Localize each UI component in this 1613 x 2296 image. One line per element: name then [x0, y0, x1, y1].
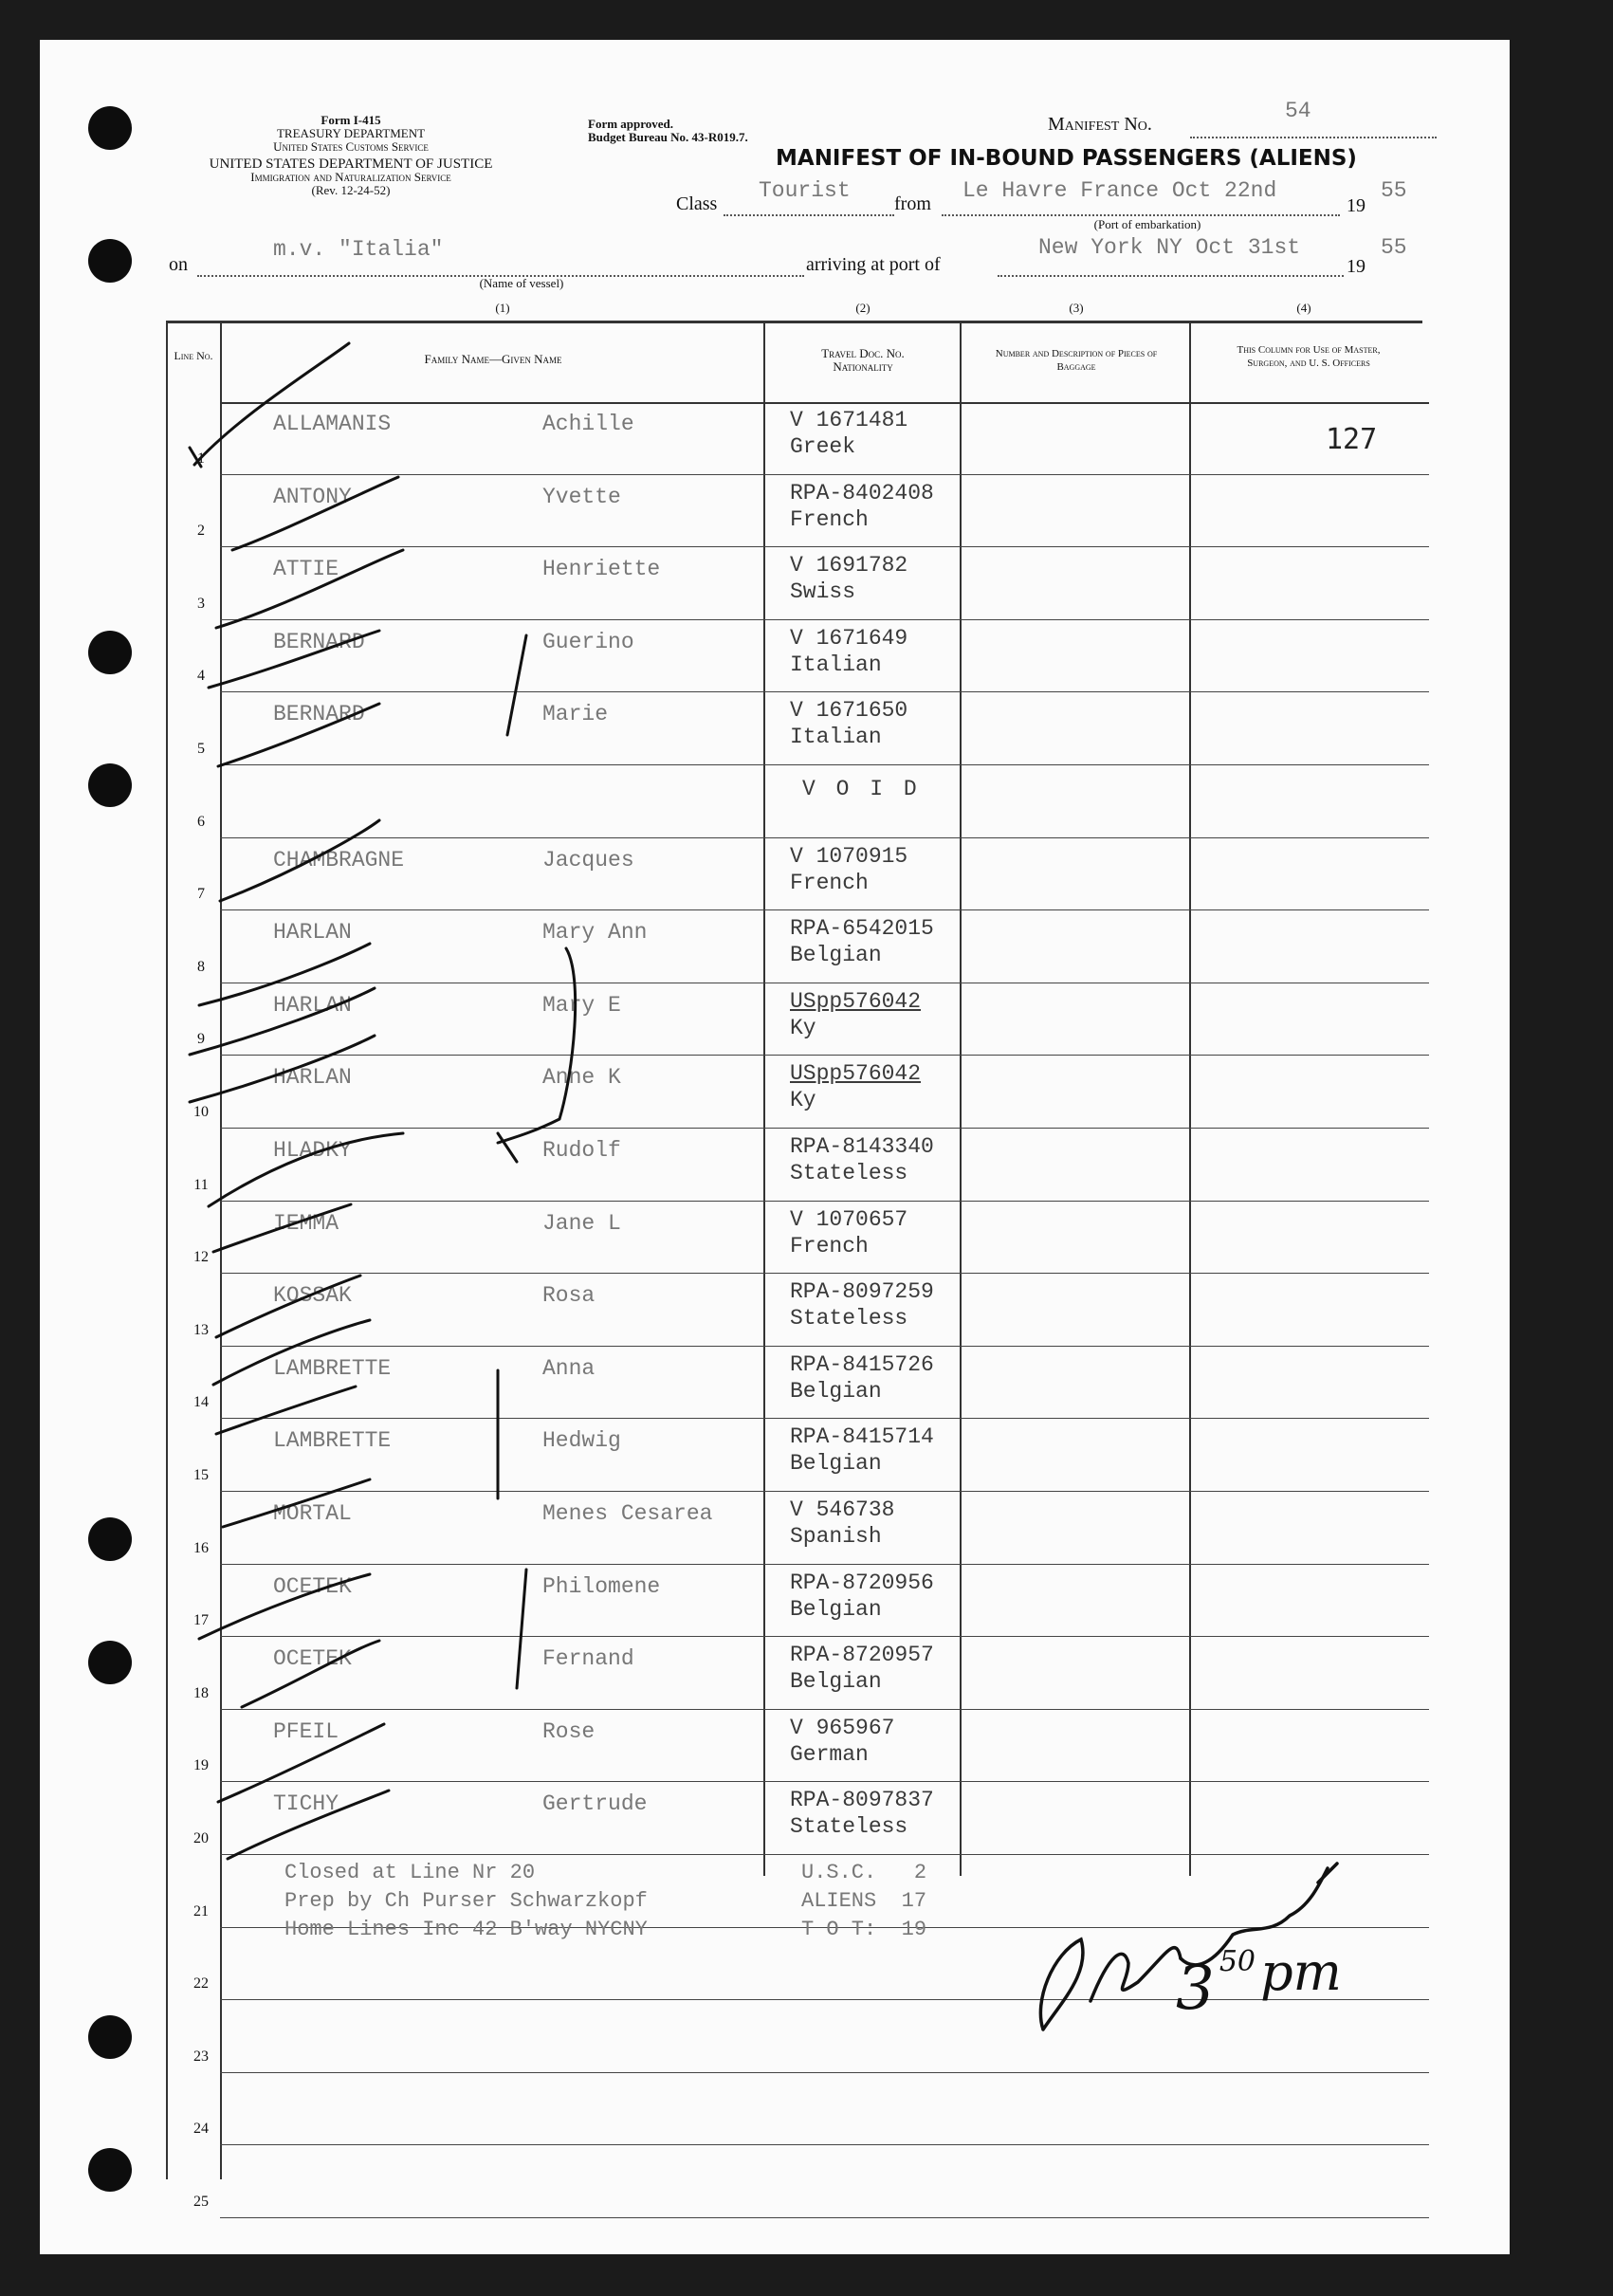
from-year-value: 55: [1381, 178, 1407, 203]
nationality: French: [790, 506, 869, 532]
given-name: Achille: [542, 412, 634, 436]
family-name: LAMBRETTE: [273, 1428, 392, 1454]
line-number: 10: [193, 1103, 209, 1120]
family-name: ALLAMANIS: [273, 412, 392, 436]
line-number: 20: [193, 1829, 209, 1846]
nationality: German: [790, 1741, 869, 1767]
travel-doc: USpp576042: [790, 988, 922, 1014]
line-number: 16: [193, 1539, 209, 1556]
line-number: 1: [197, 450, 205, 467]
manifest-no-label: Manifest No.: [1048, 114, 1152, 135]
line-number: 24: [193, 2121, 209, 2138]
closing-line-3: Home Lines Inc 42 B'way NYCNY: [284, 1918, 648, 1941]
given-name: Mary E: [542, 992, 621, 1018]
travel-doc: V 546738: [790, 1497, 895, 1522]
budget-bureau: Budget Bureau No. 43-R019.7.: [588, 130, 748, 144]
arrival-year-prefix: 19: [1347, 256, 1366, 277]
family-name: BERNARD: [273, 629, 365, 654]
given-name: Fernand: [542, 1646, 634, 1672]
travel-doc: RPA-8143340: [790, 1134, 934, 1159]
nationality: Stateless: [790, 1814, 908, 1840]
travel-doc: RPA-8402408: [790, 480, 934, 505]
line-number: 5: [197, 740, 205, 757]
line-number: 18: [193, 1684, 209, 1701]
approved-text: Form approved.: [588, 117, 674, 131]
col-num-4: (4): [1296, 301, 1311, 315]
travel-doc: RPA-8415726: [790, 1351, 934, 1377]
from-year-prefix: 19: [1347, 195, 1366, 216]
travel-doc: V 1671649: [790, 625, 908, 651]
closing-line-2: Prep by Ch Purser Schwarzkopf: [284, 1889, 648, 1913]
col-header-line: Line No.: [174, 349, 213, 362]
family-name: HLADKY: [273, 1138, 352, 1163]
tally-usc: U.S.C. 2: [801, 1861, 927, 1884]
col-num-1: (1): [495, 301, 510, 315]
col-header-officers: This Column for Use of Master, Surgeon, and U. S. Officers: [1237, 344, 1381, 369]
family-name: BERNARD: [273, 702, 365, 727]
nationality: Stateless: [790, 1161, 908, 1185]
given-name: Gertrude: [542, 1791, 648, 1817]
given-name: Jane L: [542, 1210, 621, 1236]
nationality: Belgian: [790, 1451, 882, 1477]
travel-doc: RPA-6542015: [790, 916, 934, 942]
arrival-value: New York NY Oct 31st: [1038, 235, 1301, 260]
line-number: 13: [193, 1321, 209, 1338]
given-name: Rudolf: [542, 1138, 621, 1163]
vessel-label: (Name of vessel): [479, 276, 564, 290]
family-name: OCETEK: [273, 1573, 352, 1599]
tally-total: T O T: 19: [801, 1918, 927, 1941]
officer-count: 127: [1326, 423, 1378, 456]
form-number: Form I-415: [321, 113, 381, 127]
line-number: 12: [193, 1249, 209, 1266]
travel-doc: V O I D: [802, 777, 921, 801]
line-number: 17: [193, 1612, 209, 1629]
travel-doc: V 1070657: [790, 1206, 908, 1232]
time-suffix: pm: [1260, 1942, 1342, 2002]
line-number: 21: [193, 1902, 209, 1919]
signature-time: [1176, 1942, 1342, 2024]
family-name: IEMMA: [273, 1210, 339, 1236]
line-number: 15: [193, 1466, 209, 1483]
col-num-2: (2): [855, 301, 871, 315]
travel-doc: RPA-8097259: [790, 1279, 934, 1305]
nationality: French: [790, 870, 869, 895]
given-name: Anne K: [542, 1065, 621, 1091]
nationality: Belgian: [790, 943, 882, 968]
family-name: ATTIE: [273, 557, 339, 582]
travel-doc: V 1671650: [790, 698, 908, 724]
family-name: ANTONY: [273, 484, 352, 509]
line-number: 4: [197, 668, 205, 685]
nationality: Belgian: [790, 1669, 882, 1695]
family-name: CHAMBRAGNE: [273, 847, 405, 872]
given-name: Jacques: [542, 847, 634, 872]
closing-line-1: Closed at Line Nr 20: [284, 1861, 536, 1884]
given-name: Hedwig: [542, 1428, 621, 1454]
line-number: 3: [197, 595, 205, 612]
given-name: Henriette: [542, 557, 661, 582]
given-name: Rose: [542, 1718, 596, 1744]
line-number: 25: [193, 2193, 209, 2210]
from-value: Le Havre France Oct 22nd: [962, 178, 1277, 203]
travel-doc: V 1070915: [790, 843, 908, 869]
tally-aliens: ALIENS 17: [801, 1889, 927, 1913]
family-name: HARLAN: [273, 920, 352, 946]
arrival-year-value: 55: [1381, 235, 1407, 260]
class-label: Class: [676, 193, 718, 214]
manifest-no-value: 54: [1285, 99, 1311, 123]
col-header-baggage: Number and Description of Pieces of Baggage: [995, 348, 1158, 373]
line-number: 14: [193, 1394, 209, 1411]
family-name: MORTAL: [273, 1501, 352, 1526]
given-name: Anna: [542, 1355, 596, 1381]
nationality: Italian: [790, 725, 882, 750]
family-name: HARLAN: [273, 992, 352, 1018]
line-number: 9: [197, 1031, 205, 1048]
time-minutes: 50: [1219, 1945, 1256, 1978]
line-number: 19: [193, 1757, 209, 1774]
travel-doc: RPA-8720956: [790, 1570, 934, 1595]
given-name: Rosa: [542, 1283, 596, 1309]
customs-service: United States Customs Service: [273, 139, 429, 154]
given-name: Yvette: [542, 484, 621, 509]
family-name: LAMBRETTE: [273, 1355, 392, 1381]
line-number: 2: [197, 523, 205, 540]
given-name: Philomene: [542, 1573, 661, 1599]
nationality: Swiss: [790, 579, 856, 605]
vessel-value: m.v. "Italia": [273, 237, 444, 262]
travel-doc: V 965967: [790, 1715, 895, 1740]
travel-doc: V 1691782: [790, 553, 908, 579]
nationality: French: [790, 1233, 869, 1258]
family-name: PFEIL: [273, 1718, 339, 1744]
family-name: HARLAN: [273, 1065, 352, 1091]
family-name: KOSSAK: [273, 1283, 352, 1309]
travel-doc: RPA-8097837: [790, 1788, 934, 1813]
nationality: Ky: [790, 1015, 816, 1040]
page-title: MANIFEST OF IN-BOUND PASSENGERS (ALIENS): [776, 146, 1357, 171]
line-number: 23: [193, 2048, 209, 2065]
given-name: Mary Ann: [542, 920, 648, 946]
travel-doc: V 1671481: [790, 408, 908, 432]
nationality: Belgian: [790, 1596, 882, 1622]
arriving-label: arriving at port of: [806, 254, 941, 275]
time-hour: 3: [1176, 1954, 1215, 2024]
from-label: from: [894, 193, 931, 214]
on-label: on: [169, 254, 188, 275]
col-num-3: (3): [1069, 301, 1084, 315]
line-number: 8: [197, 958, 205, 975]
class-value: Tourist: [759, 178, 851, 203]
given-name: Marie: [542, 702, 609, 727]
family-name: OCETEK: [273, 1646, 352, 1672]
family-name: TICHY: [273, 1791, 339, 1817]
line-number: 22: [193, 1975, 209, 1993]
travel-doc: RPA-8415714: [790, 1424, 934, 1450]
treasury-dept: TREASURY DEPARTMENT: [276, 126, 426, 140]
col-header-doc: Travel Doc. No. Nationality: [821, 346, 905, 374]
nationality: Greek: [790, 434, 856, 459]
given-name: Guerino: [542, 629, 634, 654]
revision-date: (Rev. 12-24-52): [311, 183, 391, 197]
col-header-name: Family Name—Given Name: [424, 352, 562, 366]
nationality: Ky: [790, 1088, 816, 1113]
line-number: 7: [197, 886, 205, 903]
ins-service: Immigration and Naturalization Service: [250, 170, 451, 184]
nationality: Italian: [790, 652, 882, 677]
line-number: 11: [193, 1176, 209, 1193]
nationality: Stateless: [790, 1306, 908, 1332]
given-name: Menes Cesarea: [542, 1501, 713, 1526]
nationality: Spanish: [790, 1524, 882, 1549]
travel-doc: USpp576042: [790, 1061, 922, 1087]
nationality: Belgian: [790, 1378, 882, 1404]
line-number: 6: [197, 813, 205, 830]
travel-doc: RPA-8720957: [790, 1643, 934, 1668]
justice-dept: UNITED STATES DEPARTMENT OF JUSTICE: [209, 156, 493, 172]
port-embarkation-label: (Port of embarkation): [1093, 217, 1201, 231]
